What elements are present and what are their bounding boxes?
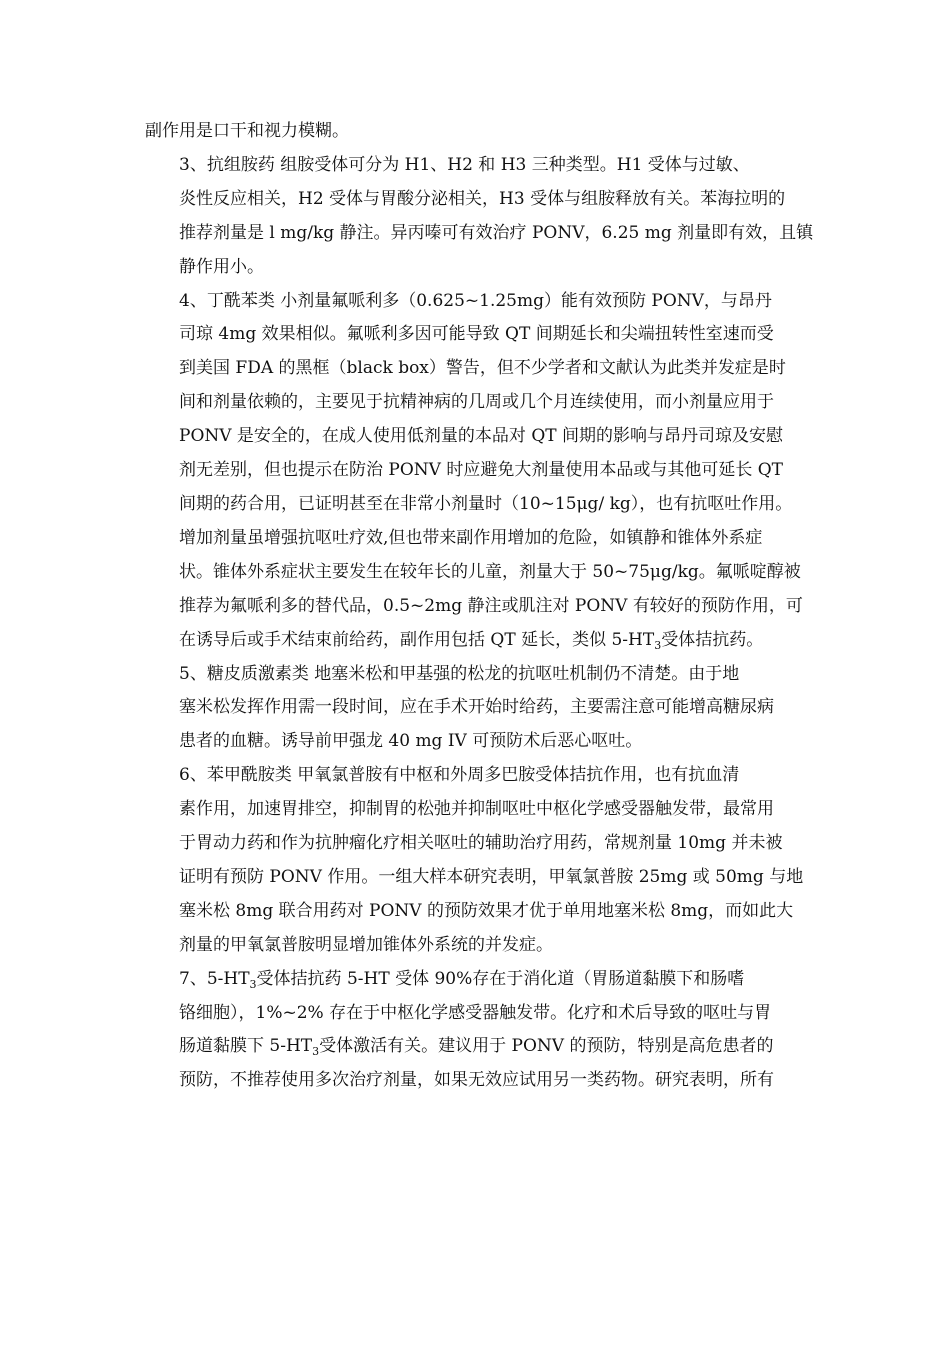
text-line: 副作用是口干和视力模糊。	[145, 121, 349, 141]
paragraph-benzamides	[145, 759, 807, 962]
text-line	[145, 1030, 807, 1064]
text-line: 炎性反应相关，H2 受体与胃酸分泌相关，H3 受体与组胺释放有关。苯海拉明的	[179, 188, 786, 209]
text-line: 塞米松 8mg 联合用药对 PONV 的预防效果才优于单用地塞米松 8mg，而如此大	[179, 900, 794, 921]
paragraph-anticholinergic-tail	[145, 115, 807, 149]
paragraph-antihistamines	[145, 149, 814, 285]
text-line: 3、抗组胺药 组胺受体可分为 H1、H2 和 H3 三种类型。H1 受体与过敏、	[179, 154, 750, 175]
text-line: 间期的药合用，已证明甚至在非常小剂量时（10~15μg/ kg），也有抗呕吐作用。	[179, 493, 793, 514]
text-segment: 受体拮抗药 5-HT 受体 90%存在于消化道（胃肠道黏膜下和肠嗜	[256, 968, 745, 989]
text-line: 间和剂量依赖的，主要见于抗精神病的几周或几个月连续使用，而小剂量应用于	[179, 392, 774, 413]
text-line: 增加剂量虽增强抗呕吐疗效,但也带来副作用增加的危险，如镇静和锥体外系症	[179, 527, 763, 548]
text-line: 推荐剂量是 l mg/kg 静注。异丙嗪可有效治疗 PONV，6.25 mg 剂量即有效，且镇	[179, 222, 814, 243]
text-line: 于胃动力药和作为抗肿瘤化疗相关呕吐的辅助治疗用药，常规剂量 10mg 并未被	[179, 833, 783, 854]
subscript: 3	[249, 977, 257, 991]
text-line: 状。锥体外系症状主要发生在较年长的儿童，剂量大于 50~75μg/kg。氟哌啶醇被	[179, 561, 801, 582]
text-segment: 肠道黏膜下 5-HT	[179, 1036, 313, 1057]
paragraph-glucocorticoids	[145, 658, 807, 760]
subscript: 3	[312, 1045, 320, 1059]
text-segment: 7、5-HT	[179, 968, 250, 989]
text-line: 患者的血糖。诱导前甲强龙 40 mg IV 可预防术后恶心呕吐。	[179, 731, 643, 752]
paragraph-butyrophenones	[145, 285, 807, 658]
text-line: 预防，不推荐使用多次治疗剂量，如果无效应试用另一类药物。研究表明，所有	[179, 1070, 774, 1091]
text-line	[145, 624, 807, 658]
text-line: 素作用，加速胃排空，抑制胃的松弛并抑制呕吐中枢化学感受器触发带，最常用	[179, 799, 774, 820]
text-segment: 在诱导后或手术结束前给药，副作用包括 QT 延长，类似 5-HT	[179, 629, 655, 650]
text-line: 到美国 FDA 的黑框（black box）警告，但不少学者和文献认为此类并发症是时	[179, 358, 786, 379]
paragraph-5ht3-antagonists	[145, 963, 807, 1099]
text-line: 塞米松发挥作用需一段时间，应在手术开始时给药，主要需注意可能增高糖尿病	[179, 697, 774, 718]
text-line: 推荐为氟哌利多的替代品，0.5~2mg 静注或肌注对 PONV 有较好的预防作用，可	[179, 595, 803, 616]
text-line: 铬细胞），1%~2% 存在于中枢化学感受器触发带。化疗和术后导致的呕吐与胃	[179, 1002, 772, 1023]
text-line: 剂量的甲氧氯普胺明显增加锥体外系统的并发症。	[179, 934, 553, 955]
text-line: 4、丁酰苯类 小剂量氟哌利多（0.625~1.25mg）能有效预防 PONV，与昂丹	[179, 290, 772, 311]
subscript: 3	[654, 638, 662, 652]
text-line: 6、苯甲酰胺类 甲氧氯普胺有中枢和外周多巴胺受体拮抗作用，也有抗血清	[179, 765, 740, 786]
text-line: 静作用小。	[179, 256, 264, 277]
text-segment: 受体激活有关。建议用于 PONV 的预防，特别是高危患者的	[319, 1036, 774, 1057]
text-line	[145, 963, 807, 997]
text-line: 剂无差别，但也提示在防治 PONV 时应避免大剂量使用本品或与其他可延长 QT	[179, 460, 784, 481]
document-body	[145, 115, 814, 1098]
text-line: PONV 是安全的，在成人使用低剂量的本品对 QT 间期的影响与昂丹司琼及安慰	[179, 426, 784, 447]
text-line: 证明有预防 PONV 作用。一组大样本研究表明，甲氧氯普胺 25mg 或 50mg 与地	[179, 866, 804, 887]
text-line: 5、糖皮质激素类 地塞米松和甲基强的松龙的抗呕吐机制仍不清楚。由于地	[179, 663, 740, 684]
text-segment: 受体拮抗药。	[661, 629, 764, 650]
text-line: 司琼 4mg 效果相似。氟哌利多因可能导致 QT 间期延长和尖端扭转性室速而受	[179, 324, 774, 345]
